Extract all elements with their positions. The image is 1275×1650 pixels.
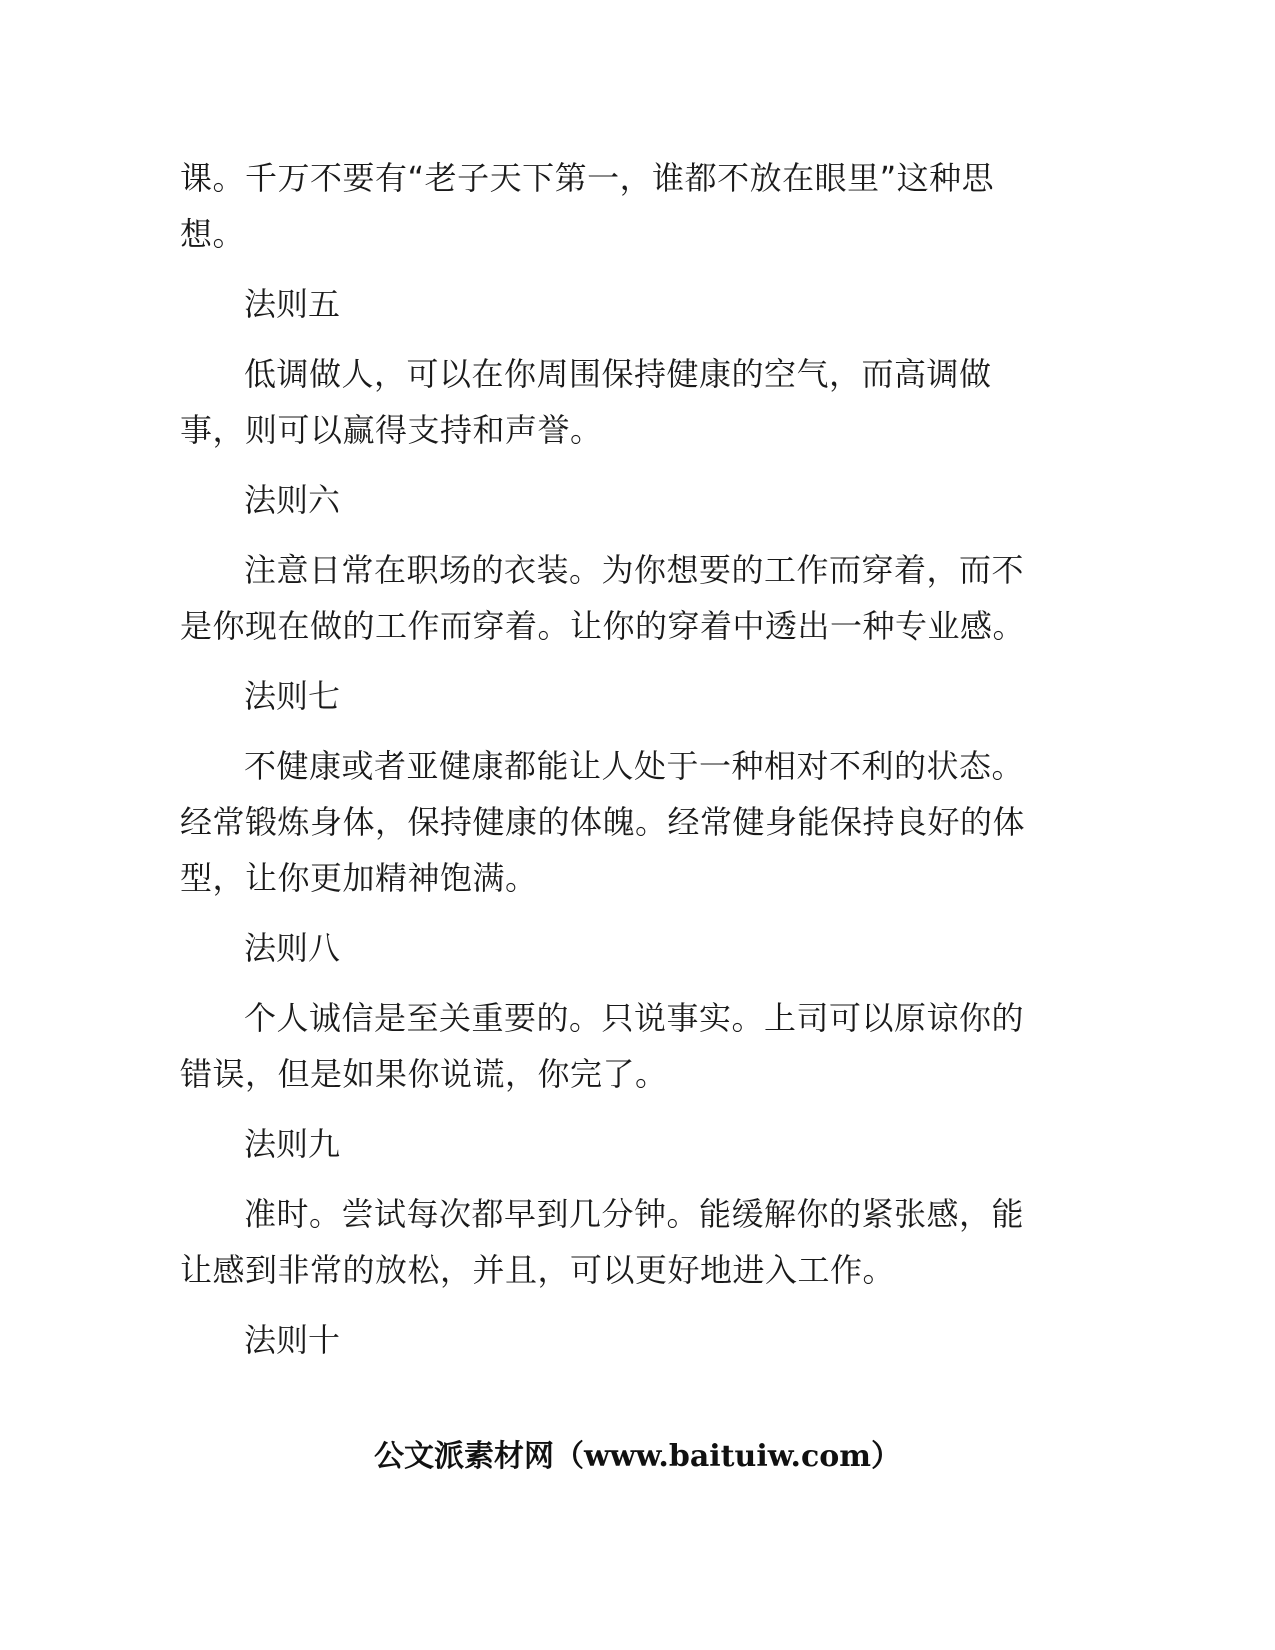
heading-rule-six: 法则六	[244, 481, 341, 519]
paragraph-rule-six: 注意日常在职场的衣装。为你想要的工作而穿着，而不是你现在做的工作而穿着。让你的穿着中透出一种专业感。	[180, 551, 1026, 645]
heading-rule-seven: 法则七	[244, 677, 341, 715]
paragraph-rule-nine: 准时。尝试每次都早到几分钟。能缓解你的紧张感，能让感到非常的放松，并且，可以更好地进入工作。	[180, 1195, 1025, 1289]
paragraph-rule-seven: 不健康或者亚健康都能让人处于一种相对不利的状态。经常锻炼身体，保持健康的体魄。经常健身能保持良好的体型，让你更加精神饱满。	[180, 747, 1026, 897]
footer-source: 公文派素材网（www.baituiw.com）	[373, 1439, 902, 1474]
paragraph-continuation: 课。千万不要有“老子天下第一，谁都不放在眼里”这种思想。	[180, 159, 995, 253]
heading-rule-eight: 法则八	[244, 929, 341, 967]
paragraph-rule-eight: 个人诚信是至关重要的。只说事实。上司可以原谅你的错误，但是如果你说谎，你完了。	[180, 999, 1025, 1093]
heading-rule-ten: 法则十	[244, 1321, 341, 1359]
heading-rule-five: 法则五	[244, 285, 341, 323]
heading-rule-nine: 法则九	[244, 1125, 341, 1163]
document-body	[180, 150, 1050, 1382]
paragraph-rule-five: 低调做人，可以在你周围保持健康的空气，而高调做事，则可以赢得支持和声誉。	[180, 355, 992, 449]
